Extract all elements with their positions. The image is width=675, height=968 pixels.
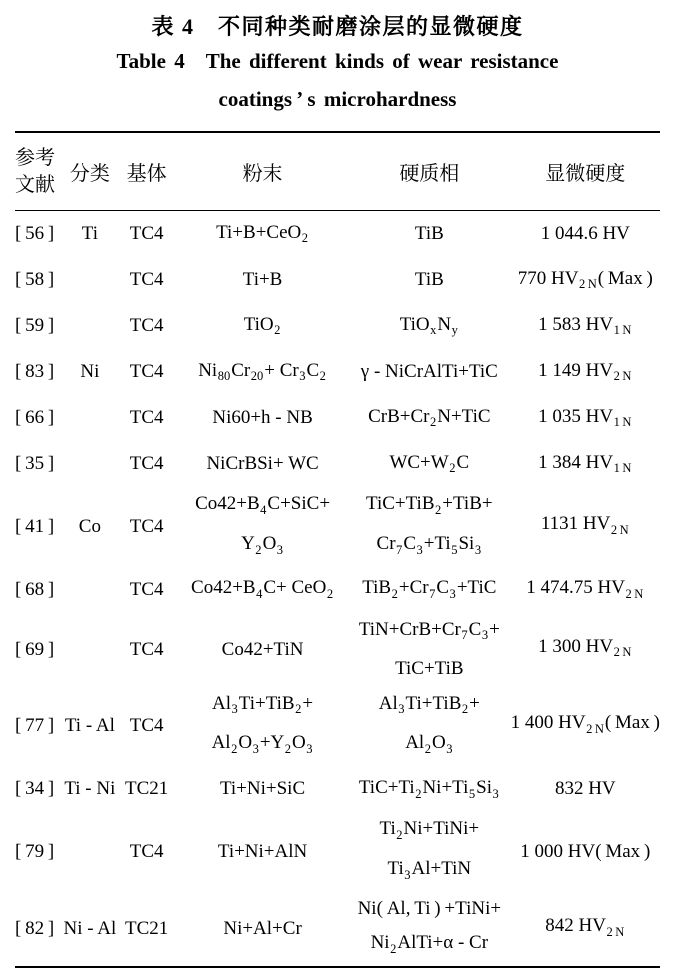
- col-header-substrate: 基体: [116, 132, 177, 211]
- cell-substrate: TC4: [129, 638, 164, 660]
- col-header-powder: 粉末: [177, 132, 348, 211]
- cell-hard-phase: TiB: [414, 223, 444, 244]
- cell-category: [63, 812, 116, 892]
- cell-category: [63, 567, 116, 613]
- cell-hard-phase: TiB: [414, 269, 444, 290]
- cell-hard-phase: TiC+TiB$_2$+TiB+ $Cr_7C_3+Ti_5Si_3$: [366, 493, 493, 557]
- cell-reference: [ 58 ]: [15, 269, 55, 290]
- col-header-reference: 参考 文献: [15, 132, 63, 211]
- cell-category: [63, 303, 116, 349]
- cell-powder: $Ni_{80}Cr_{20}+ Cr_3C_2$: [198, 359, 326, 384]
- table-row: [15, 303, 660, 349]
- cell-reference: [ 68 ]: [15, 578, 55, 600]
- cell-category: Ti - Al: [64, 715, 115, 737]
- cell-hard-phase: $Ti_2Ni+TiNi+$ $Ti_3Al+TiN$: [379, 818, 480, 882]
- cell-microhardness: 1 149 $HV_{2 N}$: [538, 359, 632, 384]
- cell-substrate: TC4: [129, 453, 164, 474]
- table-row: [15, 687, 660, 767]
- cell-category: Co: [78, 515, 101, 537]
- cell-hard-phase: Ni( Al, Ti ) +TiNi+ $Ni_2AlTi+\alpha - Cr$: [357, 897, 502, 956]
- cell-reference: [ 35 ]: [15, 453, 55, 474]
- table-row: [15, 441, 660, 487]
- cell-powder: TiO$_2$: [243, 313, 281, 338]
- cell-powder: $Co42+B_4C+SiC+$ $Y_2O_3$: [195, 493, 331, 557]
- cell-microhardness: 1 384 $HV_{1 N}$: [538, 451, 632, 476]
- table-row: [15, 395, 660, 441]
- col-header-category: 分类: [63, 132, 116, 211]
- microhardness-table: [15, 131, 660, 968]
- cell-powder: Ni+Al+Cr: [223, 917, 302, 939]
- cell-powder: Co42+TiN: [221, 638, 304, 660]
- cell-substrate: TC4: [129, 269, 164, 290]
- table-row: [15, 349, 660, 395]
- cell-category: Ni - Al: [63, 917, 117, 939]
- cell-powder: $Al_3Ti+TiB_2+$ $Al_2O_3+Y_2O_3$: [211, 692, 314, 757]
- cell-microhardness: 1 000 HV( Max ): [520, 840, 651, 862]
- cell-reference: [ 77 ]: [15, 715, 55, 737]
- cell-reference: [ 83 ]: [15, 361, 55, 382]
- cell-microhardness: 1 474.75 $HV_{2 N}$: [526, 577, 644, 601]
- cell-substrate: TC4: [129, 407, 164, 428]
- cell-microhardness: 1 035 $HV_{1 N}$: [538, 405, 632, 430]
- cell-hard-phase: $TiB_2+Cr_7C_3+TiC$: [362, 577, 497, 601]
- cell-category: Ni: [80, 361, 100, 382]
- cell-category: [63, 395, 116, 441]
- cell-substrate: TC4: [129, 578, 164, 600]
- cell-reference: [ 34 ]: [15, 778, 55, 800]
- cell-category: [63, 613, 116, 687]
- cell-hard-phase: $TiO_xN_y$: [399, 313, 458, 338]
- table-row: [15, 613, 660, 687]
- cell-powder: $Co42+B_4C+ CeO_2$: [191, 577, 334, 601]
- cell-substrate: TC21: [125, 917, 169, 939]
- cell-substrate: TC4: [129, 223, 164, 244]
- cell-substrate: TC4: [129, 315, 164, 336]
- cell-reference: [ 79 ]: [15, 840, 55, 862]
- cell-powder: Ti+B: [242, 269, 283, 290]
- cell-microhardness: 770 $HV_{2 N}$( Max ): [517, 267, 653, 292]
- cell-powder: Ti+B+CeO$_2$: [216, 221, 309, 246]
- cell-reference: [ 82 ]: [15, 917, 55, 939]
- cell-hard-phase: $TiC+Ti_2Ni+Ti_5Si_3$: [358, 776, 499, 801]
- cell-microhardness: 1 300 $HV_{2 N}$: [538, 635, 632, 660]
- table-row: [15, 567, 660, 613]
- table-row: [15, 812, 660, 892]
- cell-hard-phase: γ - NiCrAlTi+TiC: [360, 361, 498, 382]
- cell-category: Ti - Ni: [64, 778, 116, 800]
- cell-microhardness: 1131 $HV_{2 N}$: [540, 512, 629, 537]
- table-body: [15, 211, 660, 967]
- table-row: [15, 257, 660, 303]
- cell-hard-phase: $WC+W_2C$: [389, 451, 470, 476]
- col-header-hard-phase: 硬质相: [348, 132, 511, 211]
- cell-powder: Ti+Ni+AlN: [217, 840, 308, 862]
- cell-microhardness: 1 400 $HV_{2 N}$( Max ): [510, 712, 660, 737]
- table-row: [15, 487, 660, 567]
- table-title-zh: 表 4 不同种类耐磨涂层的显微硬度: [151, 14, 524, 39]
- cell-powder: NiCrBSi+ WC: [206, 453, 319, 474]
- cell-reference: [ 59 ]: [15, 315, 55, 336]
- cell-reference: [ 66 ]: [15, 407, 55, 428]
- cell-microhardness: 1 583 $HV_{1 N}$: [538, 313, 632, 338]
- table-row: [15, 211, 660, 258]
- cell-powder: Ti+Ni+SiC: [219, 778, 306, 800]
- table-row: [15, 766, 660, 812]
- col-header-microhardness: 显微硬度: [511, 132, 660, 211]
- table-row: [15, 892, 660, 967]
- table-header-row: [15, 132, 660, 211]
- cell-category: Ti: [81, 223, 98, 244]
- cell-reference: [ 69 ]: [15, 638, 55, 660]
- cell-powder: Ni60+h - NB: [212, 407, 313, 428]
- cell-hard-phase: $Al_3Ti+TiB_2+$ $Al_2O_3$: [378, 692, 480, 757]
- table-title-en-line1: Table 4 The different kinds of wear resistance: [116, 49, 559, 73]
- cell-microhardness: 1 044.6 HV: [540, 223, 630, 244]
- cell-hard-phase: $CrB+Cr_2N+TiC$: [368, 405, 491, 430]
- cell-microhardness: 842 $HV_{2 N}$: [545, 914, 625, 939]
- cell-substrate: TC4: [129, 840, 164, 862]
- cell-reference: [ 56 ]: [15, 223, 55, 244]
- cell-category: [63, 441, 116, 487]
- cell-reference: [ 41 ]: [15, 515, 55, 537]
- cell-substrate: TC4: [129, 361, 164, 382]
- cell-substrate: TC21: [125, 778, 169, 800]
- table-title-en-line2: coatings ’ s microhardness: [218, 87, 457, 111]
- cell-substrate: TC4: [129, 515, 164, 537]
- cell-microhardness: 832 HV: [554, 778, 616, 800]
- cell-hard-phase: $TiN+CrB+Cr_7C_3+$ TiC+TiB: [358, 618, 500, 680]
- cell-substrate: TC4: [129, 715, 164, 737]
- cell-category: [63, 257, 116, 303]
